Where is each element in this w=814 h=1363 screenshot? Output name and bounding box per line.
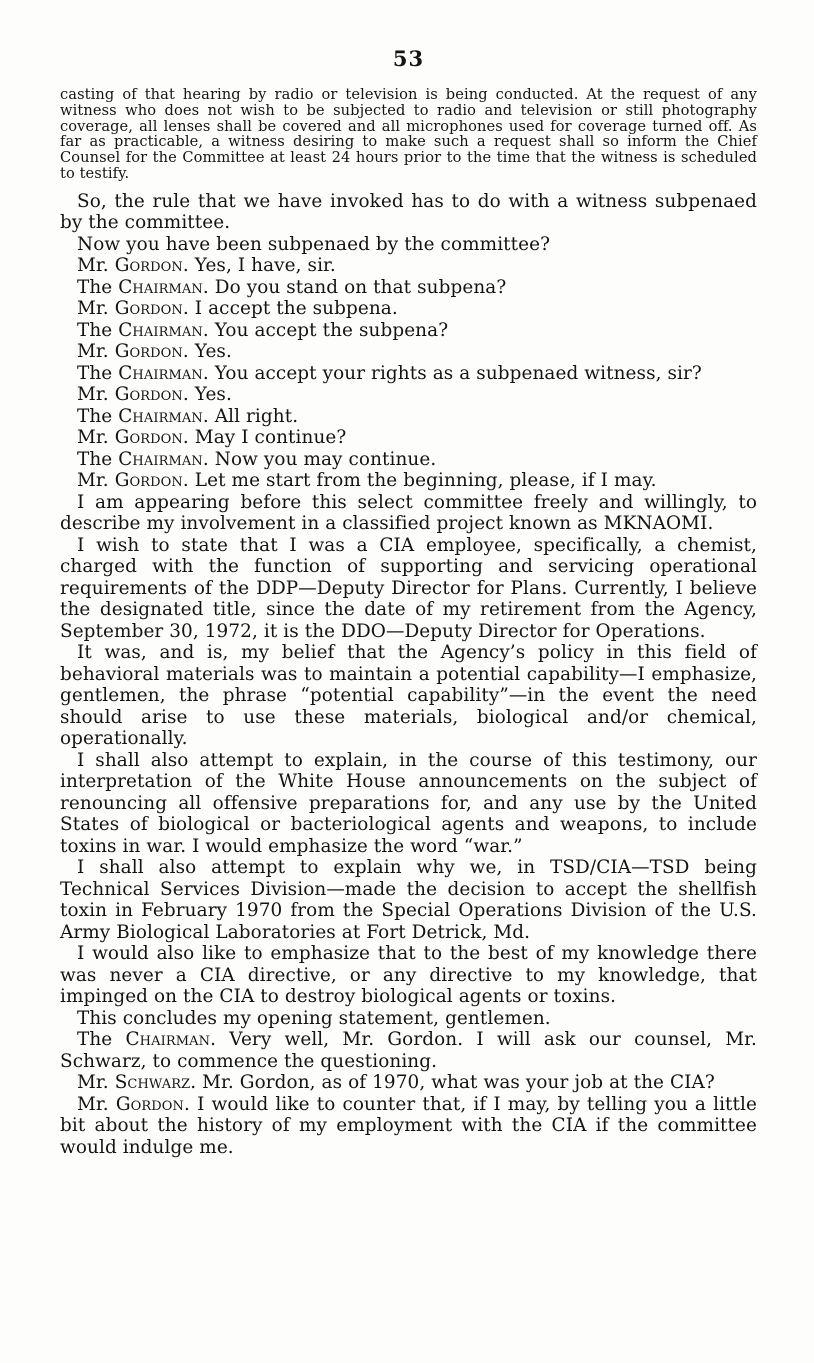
speaker-prefix: The xyxy=(77,405,119,427)
speaker-prefix: The xyxy=(77,276,119,298)
speaker-prefix: The xyxy=(77,1029,126,1051)
rules-excerpt-paragraph: casting of that hearing by radio or television is being conducted. At the request of any witness who does not wish to be subjected to radio and television or still photography coverage, all lenses shall be covered and all microphones used for coverage turned off. As far as practicable, a witness desiring to make such a request shall so inform the Chief Counsel for the Committee at least 24 hours prior to the time that the witness is scheduled to testify. xyxy=(60,86,757,182)
transcript-paragraph: It was, and is, my belief that the Agency’s policy in this field of behavioral materials was to maintain a potential capability—I emphasize, gentlemen, the phrase “potential capability”—in the event the need should arise to use these materials, biological and/or chemical, operationally. xyxy=(60,642,757,750)
speaker-prefix: Mr. xyxy=(77,1072,115,1094)
speaker-prefix: Mr. xyxy=(77,470,115,492)
speaker-name: Gordon xyxy=(114,298,183,320)
transcript-paragraph: So, the rule that we have invoked has to do with a witness subpenaed by the committee. xyxy=(60,190,757,234)
transcript-paragraph: Mr. Gordon. I would like to counter that, if I may, by telling you a little bit about the history of my employment with the CIA if the committee would indulge me. xyxy=(60,1093,757,1158)
speaker-name: Gordon xyxy=(115,1093,185,1115)
transcript-paragraph: This concludes my opening statement, gentlemen. xyxy=(77,1007,551,1029)
speaker-name: Chairman xyxy=(118,319,203,341)
transcript-paragraph: The Chairman. Now you may continue. xyxy=(77,448,437,470)
speaker-prefix: Mr. xyxy=(77,384,115,406)
speaker-name: Schwarz xyxy=(114,1072,191,1094)
transcript-paragraph: The Chairman. Very well, Mr. Gordon. I will ask our counsel, Mr. Schwarz, to commence the questioning. xyxy=(60,1029,757,1072)
speaker-name: Chairman xyxy=(118,276,203,298)
speaker-prefix: Mr. xyxy=(77,341,115,363)
transcript-paragraph: I would also like to emphasize that to the best of my knowledge there was never a CIA directive, or any directive to my knowledge, that impinged on the CIA to destroy biological agents or toxins. xyxy=(60,943,757,1008)
speaker-prefix: Mr. xyxy=(77,427,115,449)
transcript-paragraph: I shall also attempt to explain why we, in TSD/CIA—TSD being Technical Services Division—made the decision to accept the shellfish toxin in February 1970 from the Special Operations Division of the U.S. Army Biological Laboratories at Fort Detrick, Md. xyxy=(60,857,757,943)
speaker-name: Chairman xyxy=(118,405,203,427)
speaker-name: Gordon xyxy=(114,255,183,277)
transcript-paragraph: The Chairman. Do you stand on that subpena? xyxy=(77,276,507,298)
transcript-paragraph: Mr. Schwarz. Mr. Gordon, as of 1970, what was your job at the CIA? xyxy=(77,1072,715,1094)
transcript-content xyxy=(60,87,757,1158)
speaker-prefix: Mr. xyxy=(77,255,115,277)
speaker-name: Chairman xyxy=(118,362,203,384)
speaker-name: Chairman xyxy=(118,448,203,470)
speaker-name: Gordon xyxy=(114,384,183,406)
transcript-paragraph: Mr. Gordon. May I continue? xyxy=(77,427,347,449)
transcript-paragraph: The Chairman. You accept the subpena? xyxy=(77,319,449,341)
speaker-name: Gordon xyxy=(114,427,183,449)
transcript-paragraph: Mr. Gordon. Let me start from the beginning, please, if I may. xyxy=(77,470,657,492)
transcript-paragraph: Mr. Gordon. Yes, I have, sir. xyxy=(77,255,336,277)
transcript-paragraph: Mr. Gordon. I accept the subpena. xyxy=(77,298,398,320)
speaker-name: Gordon xyxy=(114,341,183,363)
speaker-name: Gordon xyxy=(114,470,183,492)
page-number: 53 xyxy=(392,46,425,71)
transcript-paragraph: The Chairman. All right. xyxy=(77,405,299,427)
transcript-paragraph: Mr. Gordon. Yes. xyxy=(77,341,232,363)
speaker-prefix: Mr. xyxy=(77,1093,116,1115)
speaker-prefix: The xyxy=(77,362,119,384)
transcript-paragraph: Mr. Gordon. Yes. xyxy=(77,384,232,406)
transcript-paragraph: I shall also attempt to explain, in the course of this testimony, our interpretation of the White House announcements on the subject of renouncing all offensive preparations for, and any use by the United States of biological or bacteriological agents and weapons, to include toxins in war. I would emphasize the word “war.” xyxy=(60,749,757,857)
speaker-name: Chairman xyxy=(125,1029,211,1051)
speaker-prefix: The xyxy=(77,448,119,470)
speaker-prefix: Mr. xyxy=(77,298,115,320)
transcript-paragraph: Now you have been subpenaed by the committee? xyxy=(77,233,551,255)
transcript-paragraph: I wish to state that I was a CIA employee, specifically, a chemist, charged with the function of supporting and servicing operational requirements of the DDP—Deputy Director for Plans. Currently, I believe the designated title, since the date of my retirement from the Agency, September 30, 1972, it is the DDO—Deputy Director for Operations. xyxy=(60,534,757,642)
transcript-paragraph: I am appearing before this select committee freely and willingly, to describe my involvement in a classified project known as MKNAOMI. xyxy=(60,491,757,535)
speaker-prefix: The xyxy=(77,319,119,341)
transcript-paragraph: The Chairman. You accept your rights as a subpenaed witness, sir? xyxy=(77,362,702,384)
